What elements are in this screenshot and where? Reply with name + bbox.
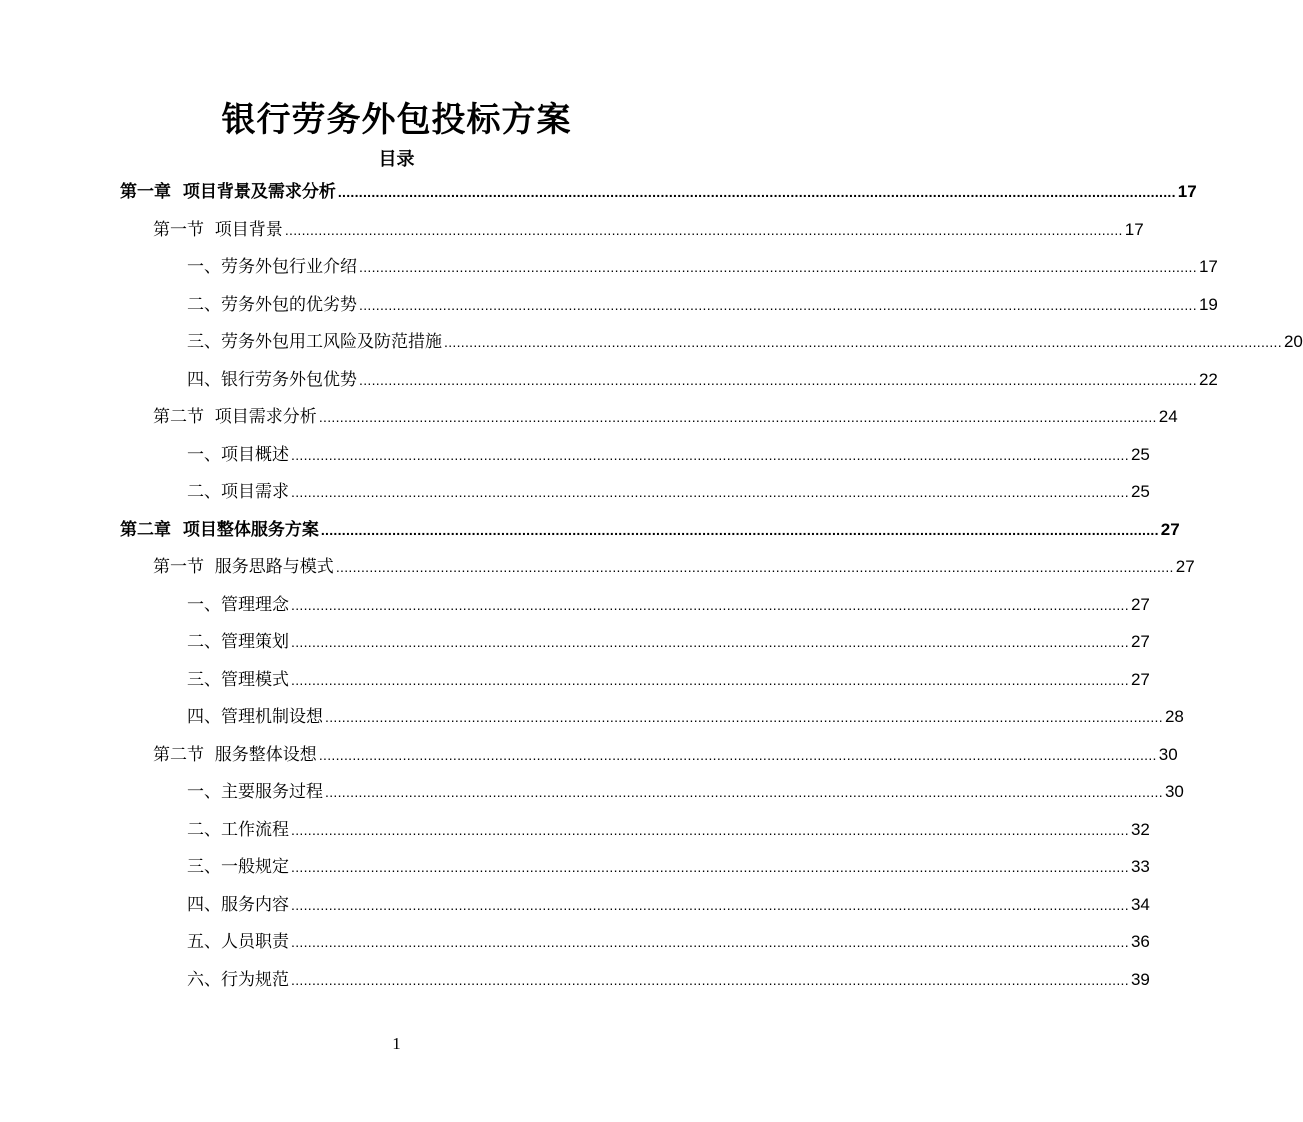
- dot-leader: ........................................................................................................................................................................................................: [291, 896, 1129, 913]
- dot-leader: ........................................................................................................................................................................................................: [320, 521, 1159, 538]
- toc-entry[interactable]: [153, 403, 1178, 431]
- dot-leader: ........................................................................................................................................................................................................: [291, 971, 1129, 988]
- toc-entry[interactable]: [120, 178, 1197, 206]
- toc-entry-label: 二、管理策划: [187, 632, 289, 652]
- dot-leader: ........................................................................................................................................................................................................: [337, 184, 1176, 200]
- toc-entry-page: 24: [1158, 407, 1178, 426]
- toc-entry-page: 39: [1130, 969, 1150, 989]
- toc-entry-page: 36: [1130, 932, 1150, 951]
- toc-entry-label: 第二章 项目整体服务方案: [120, 519, 319, 540]
- toc-entry[interactable]: [187, 703, 1184, 731]
- dot-leader: ........................................................................................................................................................................................................: [325, 709, 1163, 725]
- toc-entry[interactable]: [187, 666, 1150, 694]
- toc-entry-page: 20: [1283, 332, 1303, 351]
- toc-entry[interactable]: [187, 291, 1218, 319]
- toc-entry-label: 第二节 项目需求分析: [153, 407, 317, 427]
- toc-entry-label: 二、项目需求: [187, 482, 289, 502]
- toc-entry[interactable]: [187, 253, 1218, 281]
- dot-leader: ........................................................................................................................................................................................................: [359, 259, 1197, 275]
- toc-entry-label: 第一节 服务思路与模式: [153, 557, 334, 577]
- toc-heading: 目录: [378, 149, 415, 170]
- dot-leader: ........................................................................................................................................................................................................: [318, 746, 1157, 763]
- toc-entry-page: 22: [1198, 369, 1218, 389]
- dot-leader: ........................................................................................................................................................................................................: [325, 784, 1163, 800]
- toc-entry-label: 三、一般规定: [187, 857, 289, 877]
- dot-leader: ........................................................................................................................................................................................................: [359, 371, 1197, 388]
- dot-leader: ........................................................................................................................................................................................................: [291, 484, 1129, 500]
- toc-entry-page: 30: [1164, 782, 1184, 801]
- toc-entry-page: 25: [1130, 482, 1150, 501]
- toc-entry[interactable]: [187, 816, 1150, 844]
- toc-entry-page: 34: [1130, 894, 1150, 914]
- dot-leader: ........................................................................................................................................................................................................: [291, 596, 1129, 613]
- toc-entry-page: 32: [1130, 819, 1150, 839]
- dot-leader: ........................................................................................................................................................................................................: [291, 859, 1129, 875]
- document-title: 银行劳务外包投标方案: [221, 100, 572, 140]
- toc-entry-page: 27: [1130, 594, 1150, 614]
- toc-entry[interactable]: [187, 628, 1150, 656]
- toc-entry-label: 四、银行劳务外包优势: [187, 369, 357, 390]
- page-number: 1: [392, 1034, 401, 1053]
- toc-entry[interactable]: [120, 516, 1180, 544]
- toc-entry-page: 17: [1124, 219, 1144, 239]
- toc-entry[interactable]: [187, 591, 1150, 619]
- toc-entry-page: 19: [1198, 294, 1218, 314]
- toc-entry-label: 五、人员职责: [187, 932, 289, 952]
- toc-entry[interactable]: [187, 441, 1150, 469]
- dot-leader: ........................................................................................................................................................................................................: [318, 409, 1157, 425]
- toc-entry-label: 一、项目概述: [187, 444, 289, 465]
- toc-entry-label: 四、管理机制设想: [187, 707, 323, 727]
- toc-entry[interactable]: [187, 328, 1303, 356]
- toc-entry-page: 25: [1130, 444, 1150, 464]
- toc-entry-label: 三、劳务外包用工风险及防范措施: [187, 332, 442, 352]
- toc-entry-label: 四、服务内容: [187, 894, 289, 915]
- dot-leader: ........................................................................................................................................................................................................: [291, 821, 1129, 838]
- dot-leader: ........................................................................................................................................................................................................: [359, 296, 1197, 313]
- dot-leader: ........................................................................................................................................................................................................: [291, 671, 1129, 688]
- toc-entry[interactable]: [153, 553, 1195, 581]
- toc-entry[interactable]: [187, 366, 1218, 394]
- toc-entry-label: 二、劳务外包的优劣势: [187, 294, 357, 315]
- toc-entry-label: 一、劳务外包行业介绍: [187, 257, 357, 277]
- dot-leader: ........................................................................................................................................................................................................: [291, 634, 1129, 650]
- toc-entry-page: 33: [1130, 857, 1150, 876]
- dot-leader: ........................................................................................................................................................................................................: [291, 934, 1129, 950]
- toc-entry[interactable]: [187, 853, 1150, 881]
- toc-entry-label: 一、主要服务过程: [187, 782, 323, 802]
- dot-leader: ........................................................................................................................................................................................................: [291, 446, 1129, 463]
- toc-entry[interactable]: [187, 891, 1150, 919]
- dot-leader: ........................................................................................................................................................................................................: [284, 221, 1123, 238]
- toc-entry[interactable]: [187, 778, 1184, 806]
- toc-entry[interactable]: [187, 478, 1150, 506]
- toc-entry-label: 第一章 项目背景及需求分析: [120, 182, 336, 202]
- dot-leader: ........................................................................................................................................................................................................: [444, 334, 1282, 350]
- toc-entry-page: 27: [1175, 557, 1195, 576]
- toc-entry-label: 二、工作流程: [187, 819, 289, 840]
- toc-entry-label: 六、行为规范: [187, 969, 289, 990]
- toc-entry-label: 一、管理理念: [187, 594, 289, 615]
- toc-entry-page: 17: [1198, 257, 1218, 276]
- toc-entry-page: 27: [1130, 632, 1150, 651]
- toc-entry-page: 27: [1130, 669, 1150, 689]
- toc-entry-label: 第一节 项目背景: [153, 219, 283, 240]
- toc-entry[interactable]: [153, 741, 1178, 769]
- dot-leader: ........................................................................................................................................................................................................: [335, 559, 1174, 575]
- toc-entry-label: 第二节 服务整体设想: [153, 744, 317, 765]
- toc-entry[interactable]: [153, 216, 1144, 244]
- toc-entry-page: 28: [1164, 707, 1184, 726]
- toc-entry-page: 27: [1160, 519, 1180, 539]
- toc-entry-label: 三、管理模式: [187, 669, 289, 690]
- toc-entry-page: 30: [1158, 744, 1178, 764]
- toc-entry-page: 17: [1177, 182, 1197, 201]
- toc-entry[interactable]: [187, 966, 1150, 994]
- toc-entry[interactable]: [187, 928, 1150, 956]
